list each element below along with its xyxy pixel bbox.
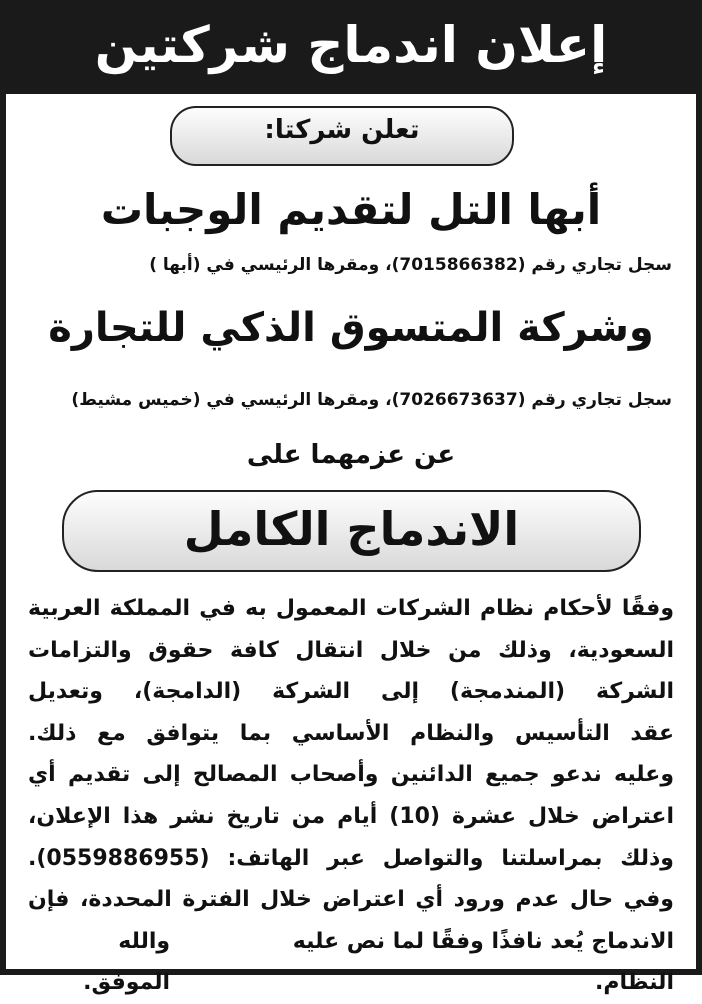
body-line: وذلك بمراسلتنا والتواصل عبر الهاتف: (0559886955). [28,845,674,871]
company2-name: وشركة المتسوق الذكي للتجارة [48,305,654,351]
body-last-line: الاندماج يُعد نافذًا وفقًا لما نص عليه النظام. [292,928,674,996]
ad-body [28,588,675,996]
body-line: وفقًا لأحكام نظام الشركات المعمول به في المملكة العربية [28,596,674,621]
body-line: الشركة (المندمجة) إلى الشركة (الدامجة)، وتعديل [28,679,674,705]
body-line: وفي حال عدم ورود أي اعتراض خلال الفترة المحددة، فإن [28,887,674,913]
merger-type-box: الاندماج الكامل [62,490,641,572]
company1-registration: سجل تجاري رقم (7015866382)، ومقرها الرئيسي في (أبها ) [149,255,672,275]
body-line: السعودية، وذلك من خلال انتقال كافة حقوق والتزامات [28,637,674,663]
company2-registration: سجل تجاري رقم (7026673637)، ومقرها الرئيسي في (خميس مشيط) [71,390,672,410]
body-line: اعتراض خلال عشرة (10) أيام من تاريخ نشر هذا الإعلان، [28,803,675,829]
intent-text: عن عزمهما على [246,440,456,470]
intro-box: تعلن شركتا: [170,106,514,166]
ad-title: إعلان اندماج شركتين [0,0,702,94]
closing-text: والله الموفق. [83,928,171,996]
company1-name: أبها التل لتقديم الوجبات [100,185,602,234]
body-line: عقد التأسيس والنظام الأساسي بما يتوافق مع ذلك. [28,720,674,746]
body-line: وعليه ندعو جميع الدائنين وأصحاب المصالح إلى تقديم أي [28,762,674,788]
